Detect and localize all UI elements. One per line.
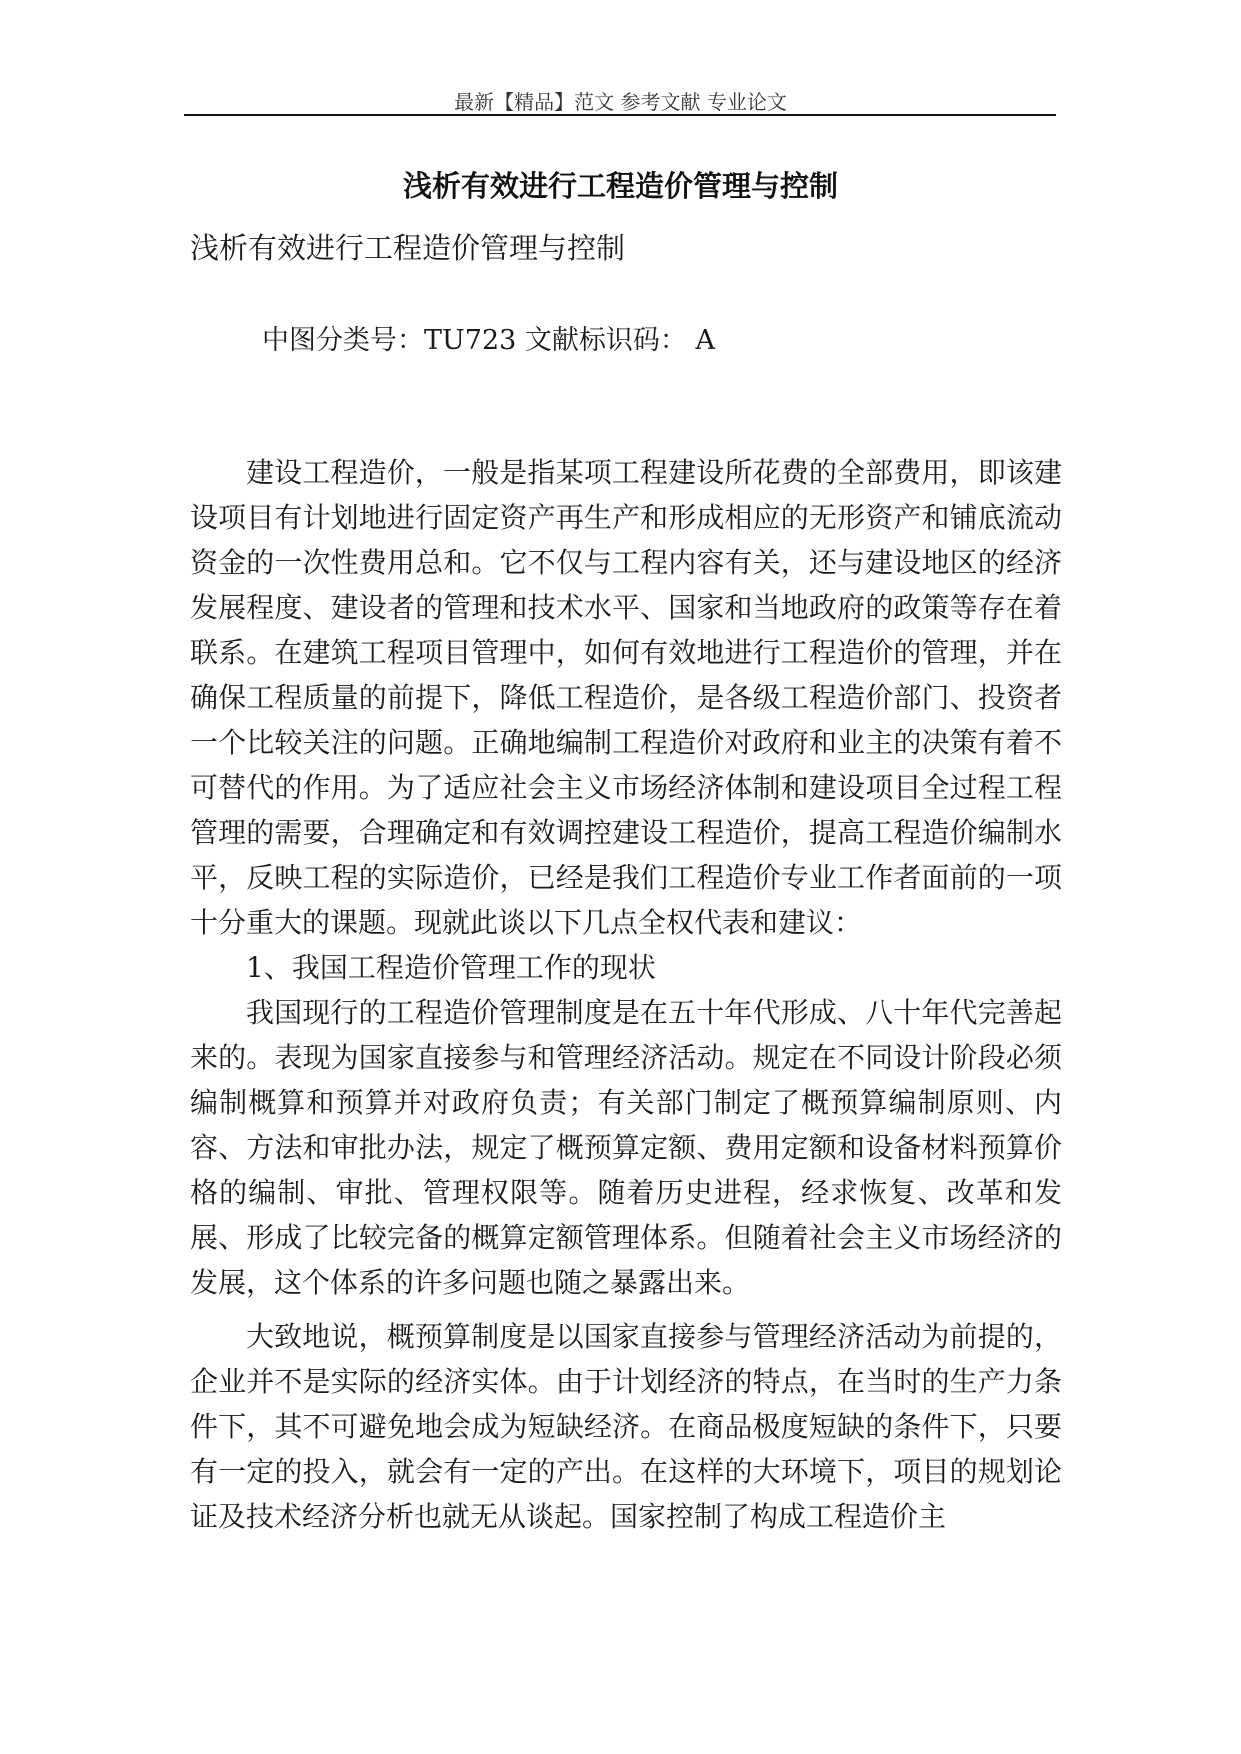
classification-line: 中图分类号：TU723 文献标识码： A — [262, 325, 715, 356]
document-title: 浅析有效进行工程造价管理与控制 — [402, 169, 838, 203]
page-header: 最新【精品】范文 参考文献 专业论文 — [454, 90, 787, 114]
document-body — [190, 450, 1062, 1539]
section-heading: 1、我国工程造价管理工作的现状 — [246, 951, 656, 984]
body-paragraph: 建设工程造价，一般是指某项工程建设所花费的全部费用，即该建设项目有计划地进行固定资产再生产和形成相应的无形资产和铺底流动资金的一次性费用总和。它不仅与工程内容有关，还与建设地区的经济发展程度、建设者的管理和技术水平、国家和当地政府的政策等存在着联系。在建筑工程项目管理中，如何有效地进行工程造价的管理，并在确保工程质量的前提下，降低工程造价，是各级工程造价部门、投资者一个比较关注的问题。正确地编制工程造价对政府和业主的决策有着不可替代的作用。为了适应社会主义市场经济体制和建设项目全过程工程管理的需要，合理确定和有效调控建设工程造价，提高工程造价编制水平，反映工程的实际造价，已经是我们工程造价专业工作者面前的一项十分重大的课题。现就此谈以下几点全权代表和建议： — [190, 456, 1062, 939]
document-subtitle: 浅析有效进行工程造价管理与控制 — [190, 231, 626, 265]
body-paragraph: 大致地说，概预算制度是以国家直接参与管理经济活动为前提的，企业并不是实际的经济实体。由于计划经济的特点，在当时的生产力条件下，其不可避免地会成为短缺经济。在商品极度短缺的条件下，只要有一定的投入，就会有一定的产出。在这样的大环境下，项目的规划论证及技术经济分析也就无从谈起。国家控制了构成工程造价主 — [190, 1320, 1062, 1533]
header-divider — [184, 114, 1056, 116]
body-paragraph: 我国现行的工程造价管理制度是在五十年代形成、八十年代完善起来的。表现为国家直接参与和管理经济活动。规定在不同设计阶段必须编制概算和预算并对政府负责；有关部门制定了概预算编制原则、内容、方法和审批办法，规定了概预算定额、费用定额和设备材料预算价格的编制、审批、管理权限等。随着历史进程，经求恢复、改革和发展、形成了比较完备的概算定额管理体系。但随着社会主义市场经济的发展，这个体系的许多问题也随之暴露出来。 — [190, 996, 1062, 1299]
